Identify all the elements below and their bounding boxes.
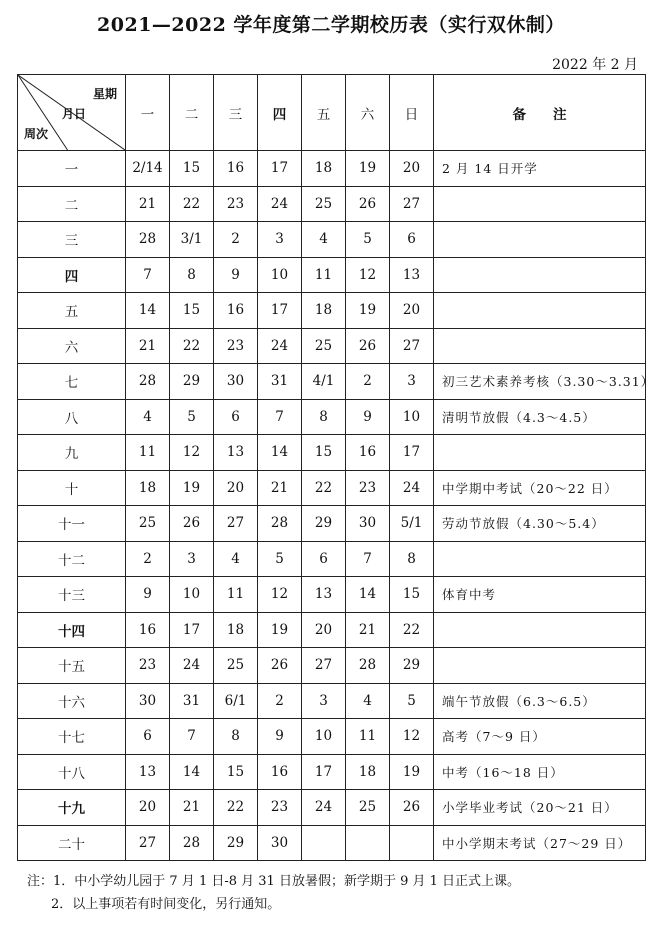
date-cell: 26 (258, 648, 302, 684)
date-cell: 26 (390, 790, 434, 826)
date-cell: 10 (302, 719, 346, 755)
date-cell: 29 (390, 648, 434, 684)
table-row (18, 257, 646, 293)
remarks-header: 备 注 (434, 75, 646, 151)
date-cell: 14 (126, 293, 170, 329)
week-number-cell: 二 (18, 186, 126, 222)
date-cell: 19 (346, 151, 390, 187)
week-number-cell: 十四 (18, 612, 126, 648)
week-number-cell: 十五 (18, 648, 126, 684)
date-cell: 15 (390, 577, 434, 613)
date-cell: 18 (302, 151, 346, 187)
date-cell: 3 (258, 222, 302, 258)
date-cell: 25 (302, 186, 346, 222)
date-cell: 13 (126, 754, 170, 790)
date-cell: 13 (390, 257, 434, 293)
date-cell: 10 (170, 577, 214, 613)
date-cell: 16 (258, 754, 302, 790)
date-cell: 18 (126, 470, 170, 506)
table-row (18, 683, 646, 719)
remark-cell (434, 541, 646, 577)
date-cell: 29 (170, 364, 214, 400)
week-number-cell: 十一 (18, 506, 126, 542)
date-cell: 16 (214, 293, 258, 329)
date-cell (390, 825, 434, 861)
date-cell: 6 (390, 222, 434, 258)
date-cell: 22 (170, 186, 214, 222)
table-row (18, 790, 646, 826)
date-cell: 20 (390, 151, 434, 187)
week-number-cell: 九 (18, 435, 126, 471)
date-cell: 17 (258, 151, 302, 187)
date-cell: 29 (214, 825, 258, 861)
remark-cell (434, 257, 646, 293)
date-cell: 30 (214, 364, 258, 400)
date-cell: 5 (346, 222, 390, 258)
date-cell: 11 (302, 257, 346, 293)
table-row (18, 754, 646, 790)
date-cell: 6 (126, 719, 170, 755)
date-cell: 24 (258, 328, 302, 364)
header-row (18, 75, 646, 151)
table-row (18, 648, 646, 684)
week-number-cell: 四 (18, 257, 126, 293)
remark-cell: 中小学期末考试（27～29 日） (434, 825, 646, 861)
remark-cell: 劳动节放假（4.30～5.4） (434, 506, 646, 542)
date-cell: 4 (214, 541, 258, 577)
table-row (18, 328, 646, 364)
table-row (18, 222, 646, 258)
date-cell: 16 (214, 151, 258, 187)
date-cell: 2 (258, 683, 302, 719)
week-number-cell: 二十 (18, 825, 126, 861)
remark-cell: 高考（7～9 日） (434, 719, 646, 755)
remark-cell (434, 328, 646, 364)
remark-cell: 中考（16～18 日） (434, 754, 646, 790)
date-cell: 25 (126, 506, 170, 542)
issue-date: 2022 年 2 月 (552, 57, 638, 73)
date-cell: 26 (170, 506, 214, 542)
date-cell: 23 (126, 648, 170, 684)
week-number-cell: 一 (18, 151, 126, 187)
date-cell: 22 (390, 612, 434, 648)
day-header-thu: 四 (258, 75, 302, 151)
date-cell: 16 (346, 435, 390, 471)
week-number-cell: 十六 (18, 683, 126, 719)
remark-cell (434, 648, 646, 684)
table-row (18, 151, 646, 187)
week-number-cell: 十 (18, 470, 126, 506)
table-row (18, 541, 646, 577)
corner-header-cell (18, 75, 126, 151)
table-row (18, 612, 646, 648)
date-cell: 31 (258, 364, 302, 400)
remark-cell (434, 612, 646, 648)
date-cell: 21 (258, 470, 302, 506)
month-day-label: 月日 (62, 107, 87, 121)
date-cell: 30 (258, 825, 302, 861)
day-header-wed: 三 (214, 75, 258, 151)
table-row (18, 399, 646, 435)
calendar-body (18, 151, 655, 861)
date-cell: 8 (170, 257, 214, 293)
date-cell: 19 (346, 293, 390, 329)
date-cell: 10 (258, 257, 302, 293)
table-row (18, 364, 646, 400)
page-title: 2021—2022 学年度第二学期校历表（实行双休制） (97, 14, 565, 36)
date-cell: 20 (302, 612, 346, 648)
week-number-label: 周次 (24, 127, 49, 141)
date-cell: 8 (302, 399, 346, 435)
date-cell: 13 (302, 577, 346, 613)
day-header-tue: 二 (170, 75, 214, 151)
day-header-sun: 日 (390, 75, 434, 151)
date-cell: 21 (126, 328, 170, 364)
date-cell: 12 (390, 719, 434, 755)
date-cell: 3/1 (170, 222, 214, 258)
week-number-cell: 六 (18, 328, 126, 364)
date-cell: 18 (214, 612, 258, 648)
date-cell: 28 (170, 825, 214, 861)
week-number-cell: 八 (18, 399, 126, 435)
date-cell: 24 (258, 186, 302, 222)
table-row (18, 435, 646, 471)
date-cell: 25 (346, 790, 390, 826)
date-cell: 26 (346, 186, 390, 222)
date-cell: 22 (214, 790, 258, 826)
date-cell (346, 825, 390, 861)
date-cell: 6 (214, 399, 258, 435)
date-cell: 13 (214, 435, 258, 471)
date-cell: 25 (302, 328, 346, 364)
week-number-cell: 十九 (18, 790, 126, 826)
remark-cell: 小学毕业考试（20～21 日） (434, 790, 646, 826)
footnote-2: 2．以上事项若有时间变化，另行通知。 (51, 897, 281, 912)
date-cell: 3 (170, 541, 214, 577)
remark-cell: 初三艺术素养考核（3.30～3.31） (434, 364, 646, 400)
date-cell: 28 (126, 364, 170, 400)
table-row (18, 470, 646, 506)
weekday-label: 星期 (92, 87, 117, 101)
date-cell: 18 (346, 754, 390, 790)
table-row (18, 186, 646, 222)
date-cell: 14 (258, 435, 302, 471)
date-cell: 17 (390, 435, 434, 471)
calendar-table (17, 74, 655, 861)
table-row (18, 506, 646, 542)
remark-cell: 2 月 14 日开学 (434, 151, 646, 187)
date-cell: 24 (302, 790, 346, 826)
footnote-1: 注：1．中小学幼儿园于 7 月 1 日-8 月 31 日放暑假；新学期于 9 月 1 日正式上课。 (27, 874, 521, 889)
date-cell: 28 (126, 222, 170, 258)
date-cell: 23 (214, 328, 258, 364)
date-cell: 5 (390, 683, 434, 719)
week-number-cell: 十三 (18, 577, 126, 613)
date-cell: 24 (390, 470, 434, 506)
date-cell: 4 (126, 399, 170, 435)
date-cell: 31 (170, 683, 214, 719)
remark-cell: 体育中考 (434, 577, 646, 613)
date-cell: 24 (170, 648, 214, 684)
date-cell: 30 (126, 683, 170, 719)
date-cell: 27 (214, 506, 258, 542)
day-header-sat: 六 (346, 75, 390, 151)
week-number-cell: 十二 (18, 541, 126, 577)
date-cell: 7 (126, 257, 170, 293)
date-cell: 17 (170, 612, 214, 648)
date-cell: 15 (170, 151, 214, 187)
week-number-cell: 十八 (18, 754, 126, 790)
date-cell: 9 (346, 399, 390, 435)
date-cell: 9 (214, 257, 258, 293)
date-cell: 21 (126, 186, 170, 222)
date-cell: 4 (346, 683, 390, 719)
date-cell: 28 (258, 506, 302, 542)
remark-cell: 中学期中考试（20～22 日） (434, 470, 646, 506)
date-cell: 7 (346, 541, 390, 577)
date-cell: 3 (390, 364, 434, 400)
date-cell: 5 (170, 399, 214, 435)
date-cell: 5 (258, 541, 302, 577)
date-cell: 20 (390, 293, 434, 329)
remark-cell (434, 222, 646, 258)
day-header-fri: 五 (302, 75, 346, 151)
date-cell (302, 825, 346, 861)
date-cell: 14 (170, 754, 214, 790)
date-cell: 17 (302, 754, 346, 790)
date-cell: 29 (302, 506, 346, 542)
remark-cell (434, 186, 646, 222)
date-cell: 20 (214, 470, 258, 506)
date-cell: 7 (170, 719, 214, 755)
date-cell: 8 (390, 541, 434, 577)
date-cell: 18 (302, 293, 346, 329)
date-cell: 21 (346, 612, 390, 648)
date-cell: 23 (258, 790, 302, 826)
date-cell: 30 (346, 506, 390, 542)
day-header-mon: 一 (126, 75, 170, 151)
table-row (18, 577, 646, 613)
date-cell: 7 (258, 399, 302, 435)
date-cell: 12 (258, 577, 302, 613)
table-row (18, 825, 646, 861)
date-cell: 21 (170, 790, 214, 826)
date-cell: 27 (390, 328, 434, 364)
date-cell: 15 (170, 293, 214, 329)
date-cell: 9 (258, 719, 302, 755)
date-cell: 22 (302, 470, 346, 506)
date-cell: 2 (126, 541, 170, 577)
table-row (18, 719, 646, 755)
date-cell: 19 (170, 470, 214, 506)
date-cell: 4 (302, 222, 346, 258)
date-cell: 27 (126, 825, 170, 861)
date-cell: 19 (390, 754, 434, 790)
week-number-cell: 七 (18, 364, 126, 400)
remark-cell: 清明节放假（4.3～4.5） (434, 399, 646, 435)
date-cell: 12 (170, 435, 214, 471)
date-cell: 11 (214, 577, 258, 613)
date-cell: 15 (302, 435, 346, 471)
footnotes (27, 870, 520, 916)
date-cell: 15 (214, 754, 258, 790)
date-cell: 3 (302, 683, 346, 719)
week-number-cell: 十七 (18, 719, 126, 755)
date-cell: 26 (346, 328, 390, 364)
date-cell: 11 (126, 435, 170, 471)
date-cell: 23 (346, 470, 390, 506)
date-cell: 10 (390, 399, 434, 435)
date-cell: 11 (346, 719, 390, 755)
date-cell: 16 (126, 612, 170, 648)
date-cell: 17 (258, 293, 302, 329)
date-cell: 8 (214, 719, 258, 755)
date-cell: 25 (214, 648, 258, 684)
date-cell: 9 (126, 577, 170, 613)
date-cell: 2 (214, 222, 258, 258)
date-cell: 14 (346, 577, 390, 613)
date-cell: 28 (346, 648, 390, 684)
date-cell: 2 (346, 364, 390, 400)
date-cell: 27 (390, 186, 434, 222)
week-number-cell: 五 (18, 293, 126, 329)
remark-cell (434, 293, 646, 329)
date-cell: 6/1 (214, 683, 258, 719)
date-cell: 19 (258, 612, 302, 648)
week-number-cell: 三 (18, 222, 126, 258)
date-cell: 2/14 (126, 151, 170, 187)
table-row (18, 293, 646, 329)
date-cell: 23 (214, 186, 258, 222)
date-cell: 6 (302, 541, 346, 577)
date-cell: 22 (170, 328, 214, 364)
remark-cell: 端午节放假（6.3～6.5） (434, 683, 646, 719)
date-cell: 12 (346, 257, 390, 293)
remark-cell (434, 435, 646, 471)
date-cell: 4/1 (302, 364, 346, 400)
date-cell: 27 (302, 648, 346, 684)
date-cell: 5/1 (390, 506, 434, 542)
date-cell: 20 (126, 790, 170, 826)
